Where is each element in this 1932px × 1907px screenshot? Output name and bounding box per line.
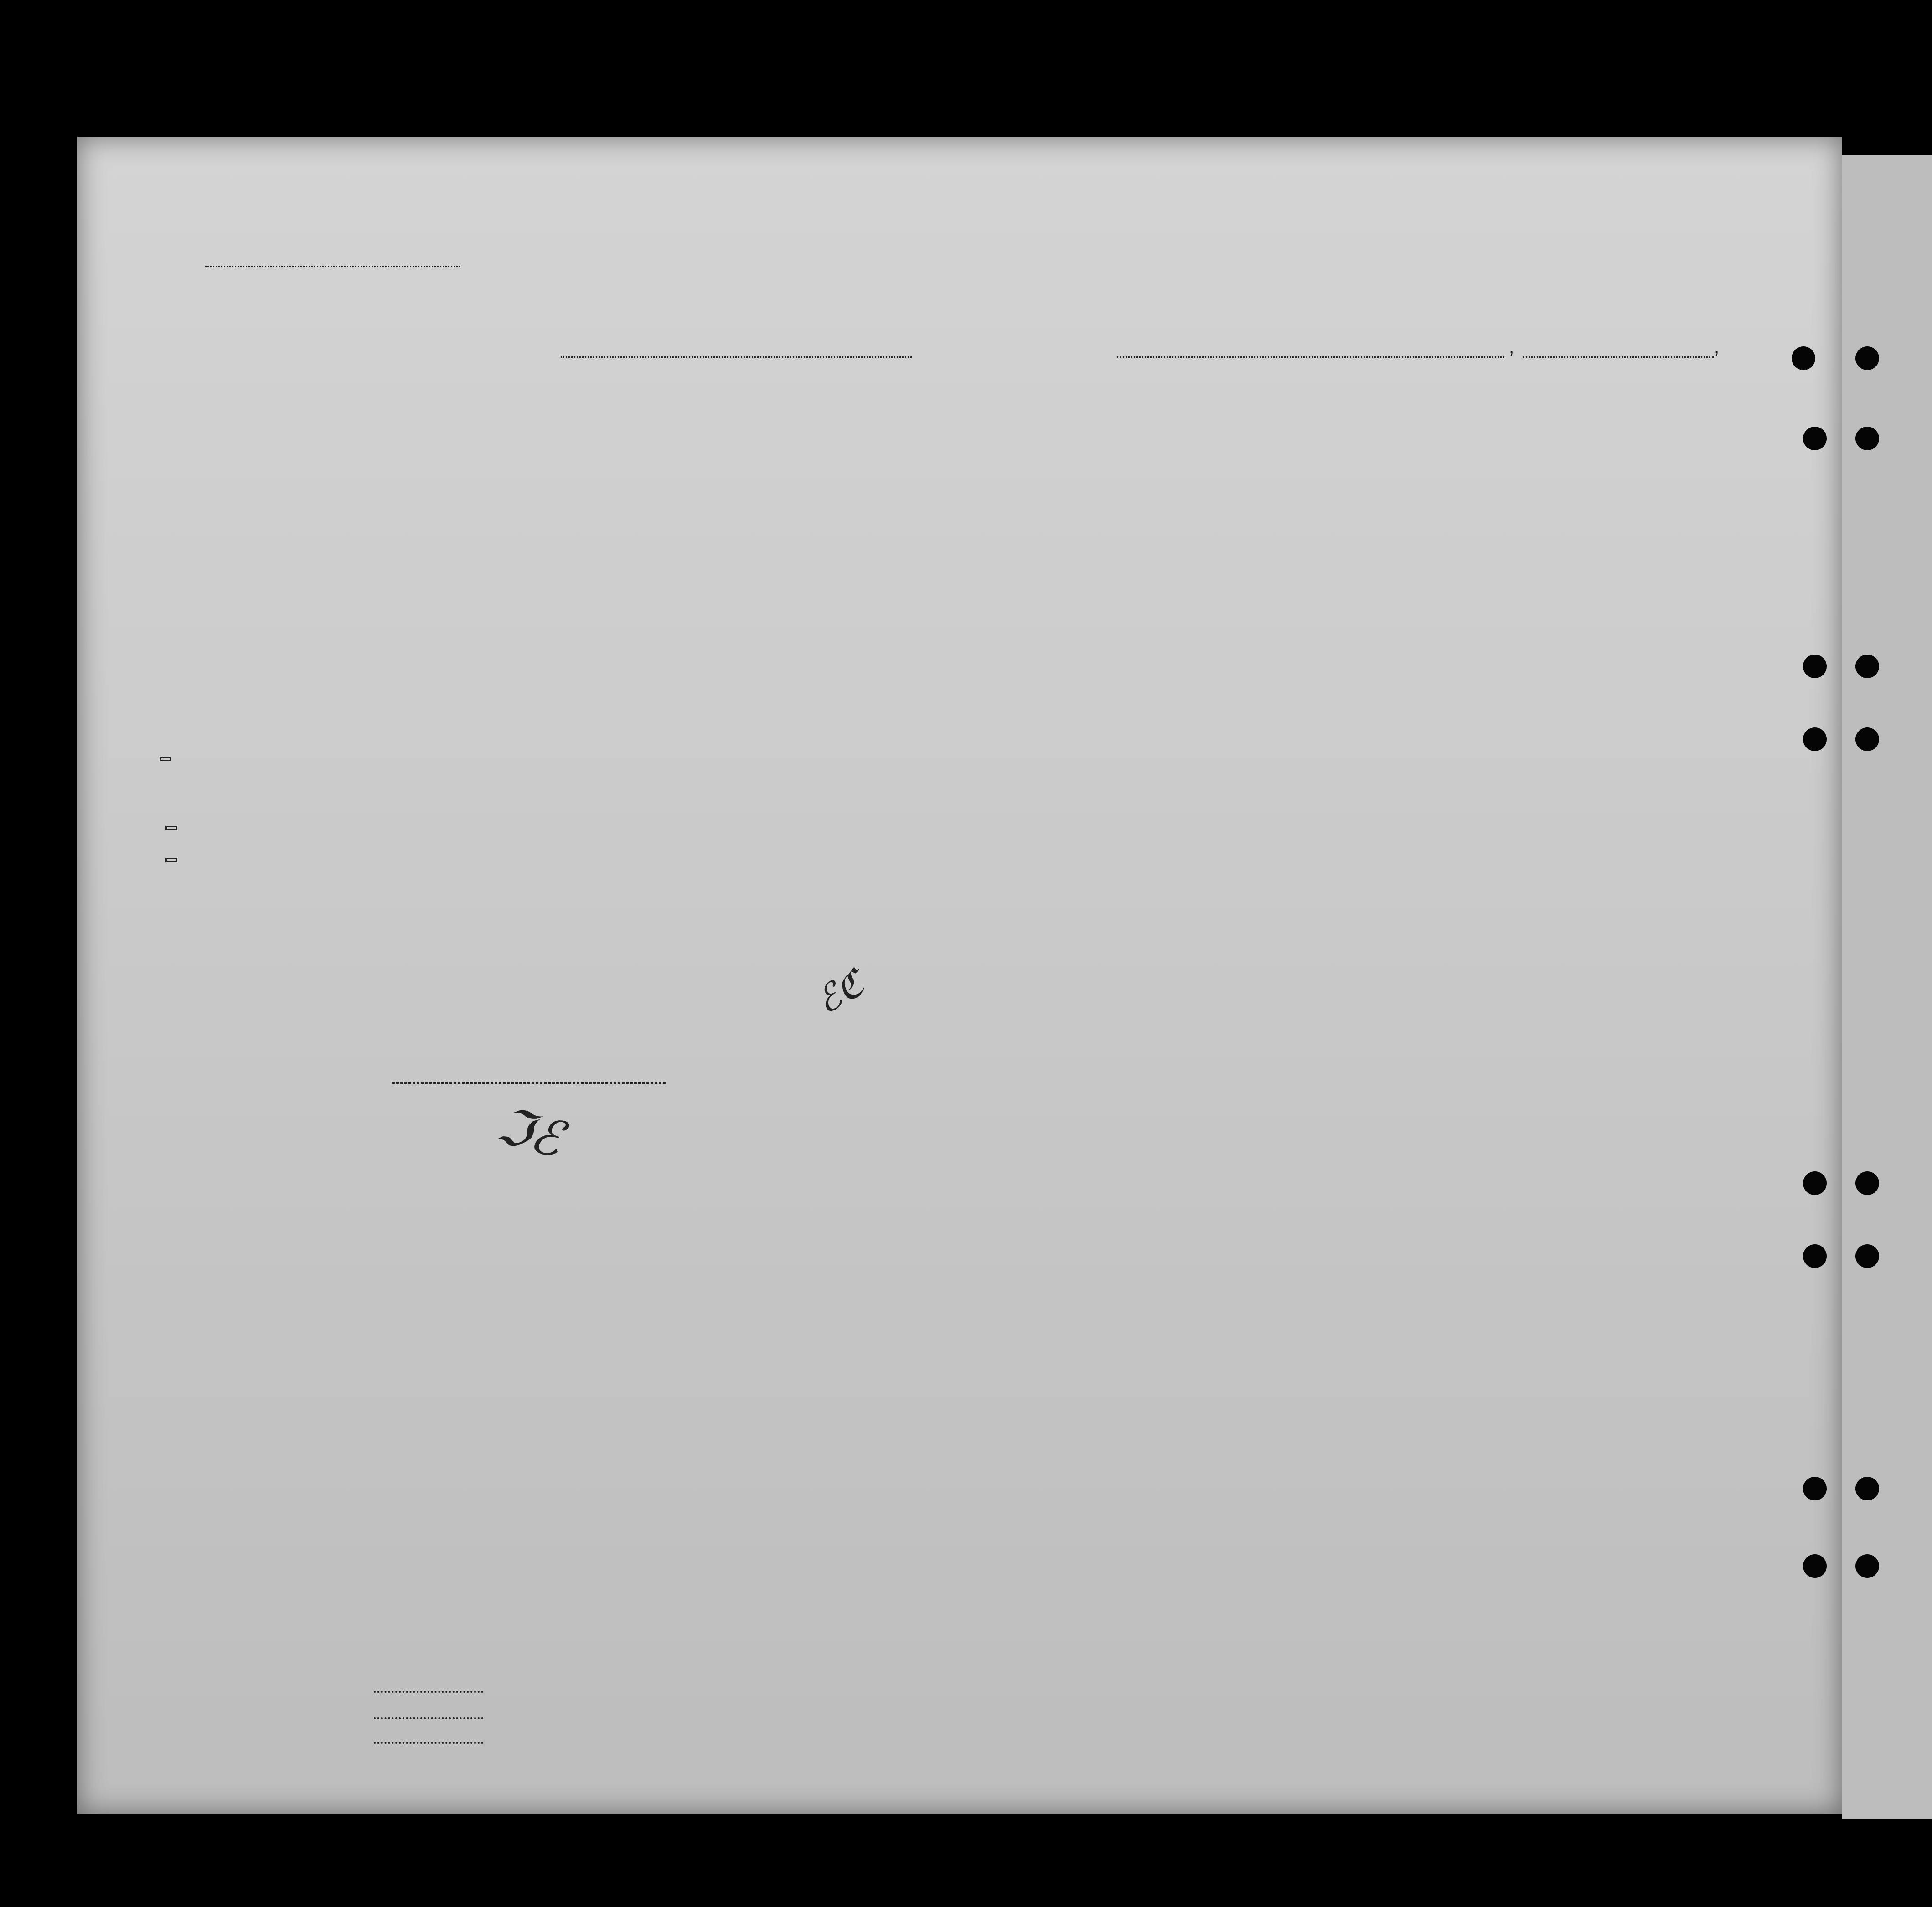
- punch-hole: [1803, 427, 1827, 450]
- comma-2: ,: [1714, 337, 1720, 357]
- head-tax-stamp-1: [160, 757, 171, 761]
- punch-hole: [1803, 655, 1827, 678]
- manifest-sheet: [77, 137, 1842, 1814]
- head-tax-stamp-2: [165, 826, 177, 830]
- punch-hole: [1855, 1244, 1879, 1268]
- punch-hole: [1855, 655, 1879, 678]
- head-tax-stamp-3: [165, 858, 177, 862]
- punch-hole: [1855, 727, 1879, 751]
- punch-hole: [1855, 1477, 1879, 1500]
- punch-hole: [1855, 427, 1879, 450]
- punch-hole: [1803, 1554, 1827, 1578]
- aliens-underline: [374, 1742, 483, 1744]
- punch-hole: [1803, 1171, 1827, 1195]
- inspector-signature: ℰℭ: [808, 962, 871, 1022]
- adjacent-sheet: [1842, 155, 1932, 1819]
- total-underline: [374, 1691, 483, 1693]
- punch-hole: [1792, 346, 1815, 370]
- purser-signature: ℑℰ: [490, 1095, 569, 1169]
- manifest-grid: [77, 137, 1842, 1814]
- punch-hole: [1855, 1171, 1879, 1195]
- citizens-underline: [374, 1717, 483, 1719]
- punch-hole: [1855, 1554, 1879, 1578]
- punch-hole: [1855, 346, 1879, 370]
- purser-signature-line: [392, 1082, 666, 1084]
- punch-hole: [1803, 1477, 1827, 1500]
- comma: ,: [1509, 337, 1514, 357]
- punch-hole: [1803, 727, 1827, 751]
- punch-hole: [1803, 1244, 1827, 1268]
